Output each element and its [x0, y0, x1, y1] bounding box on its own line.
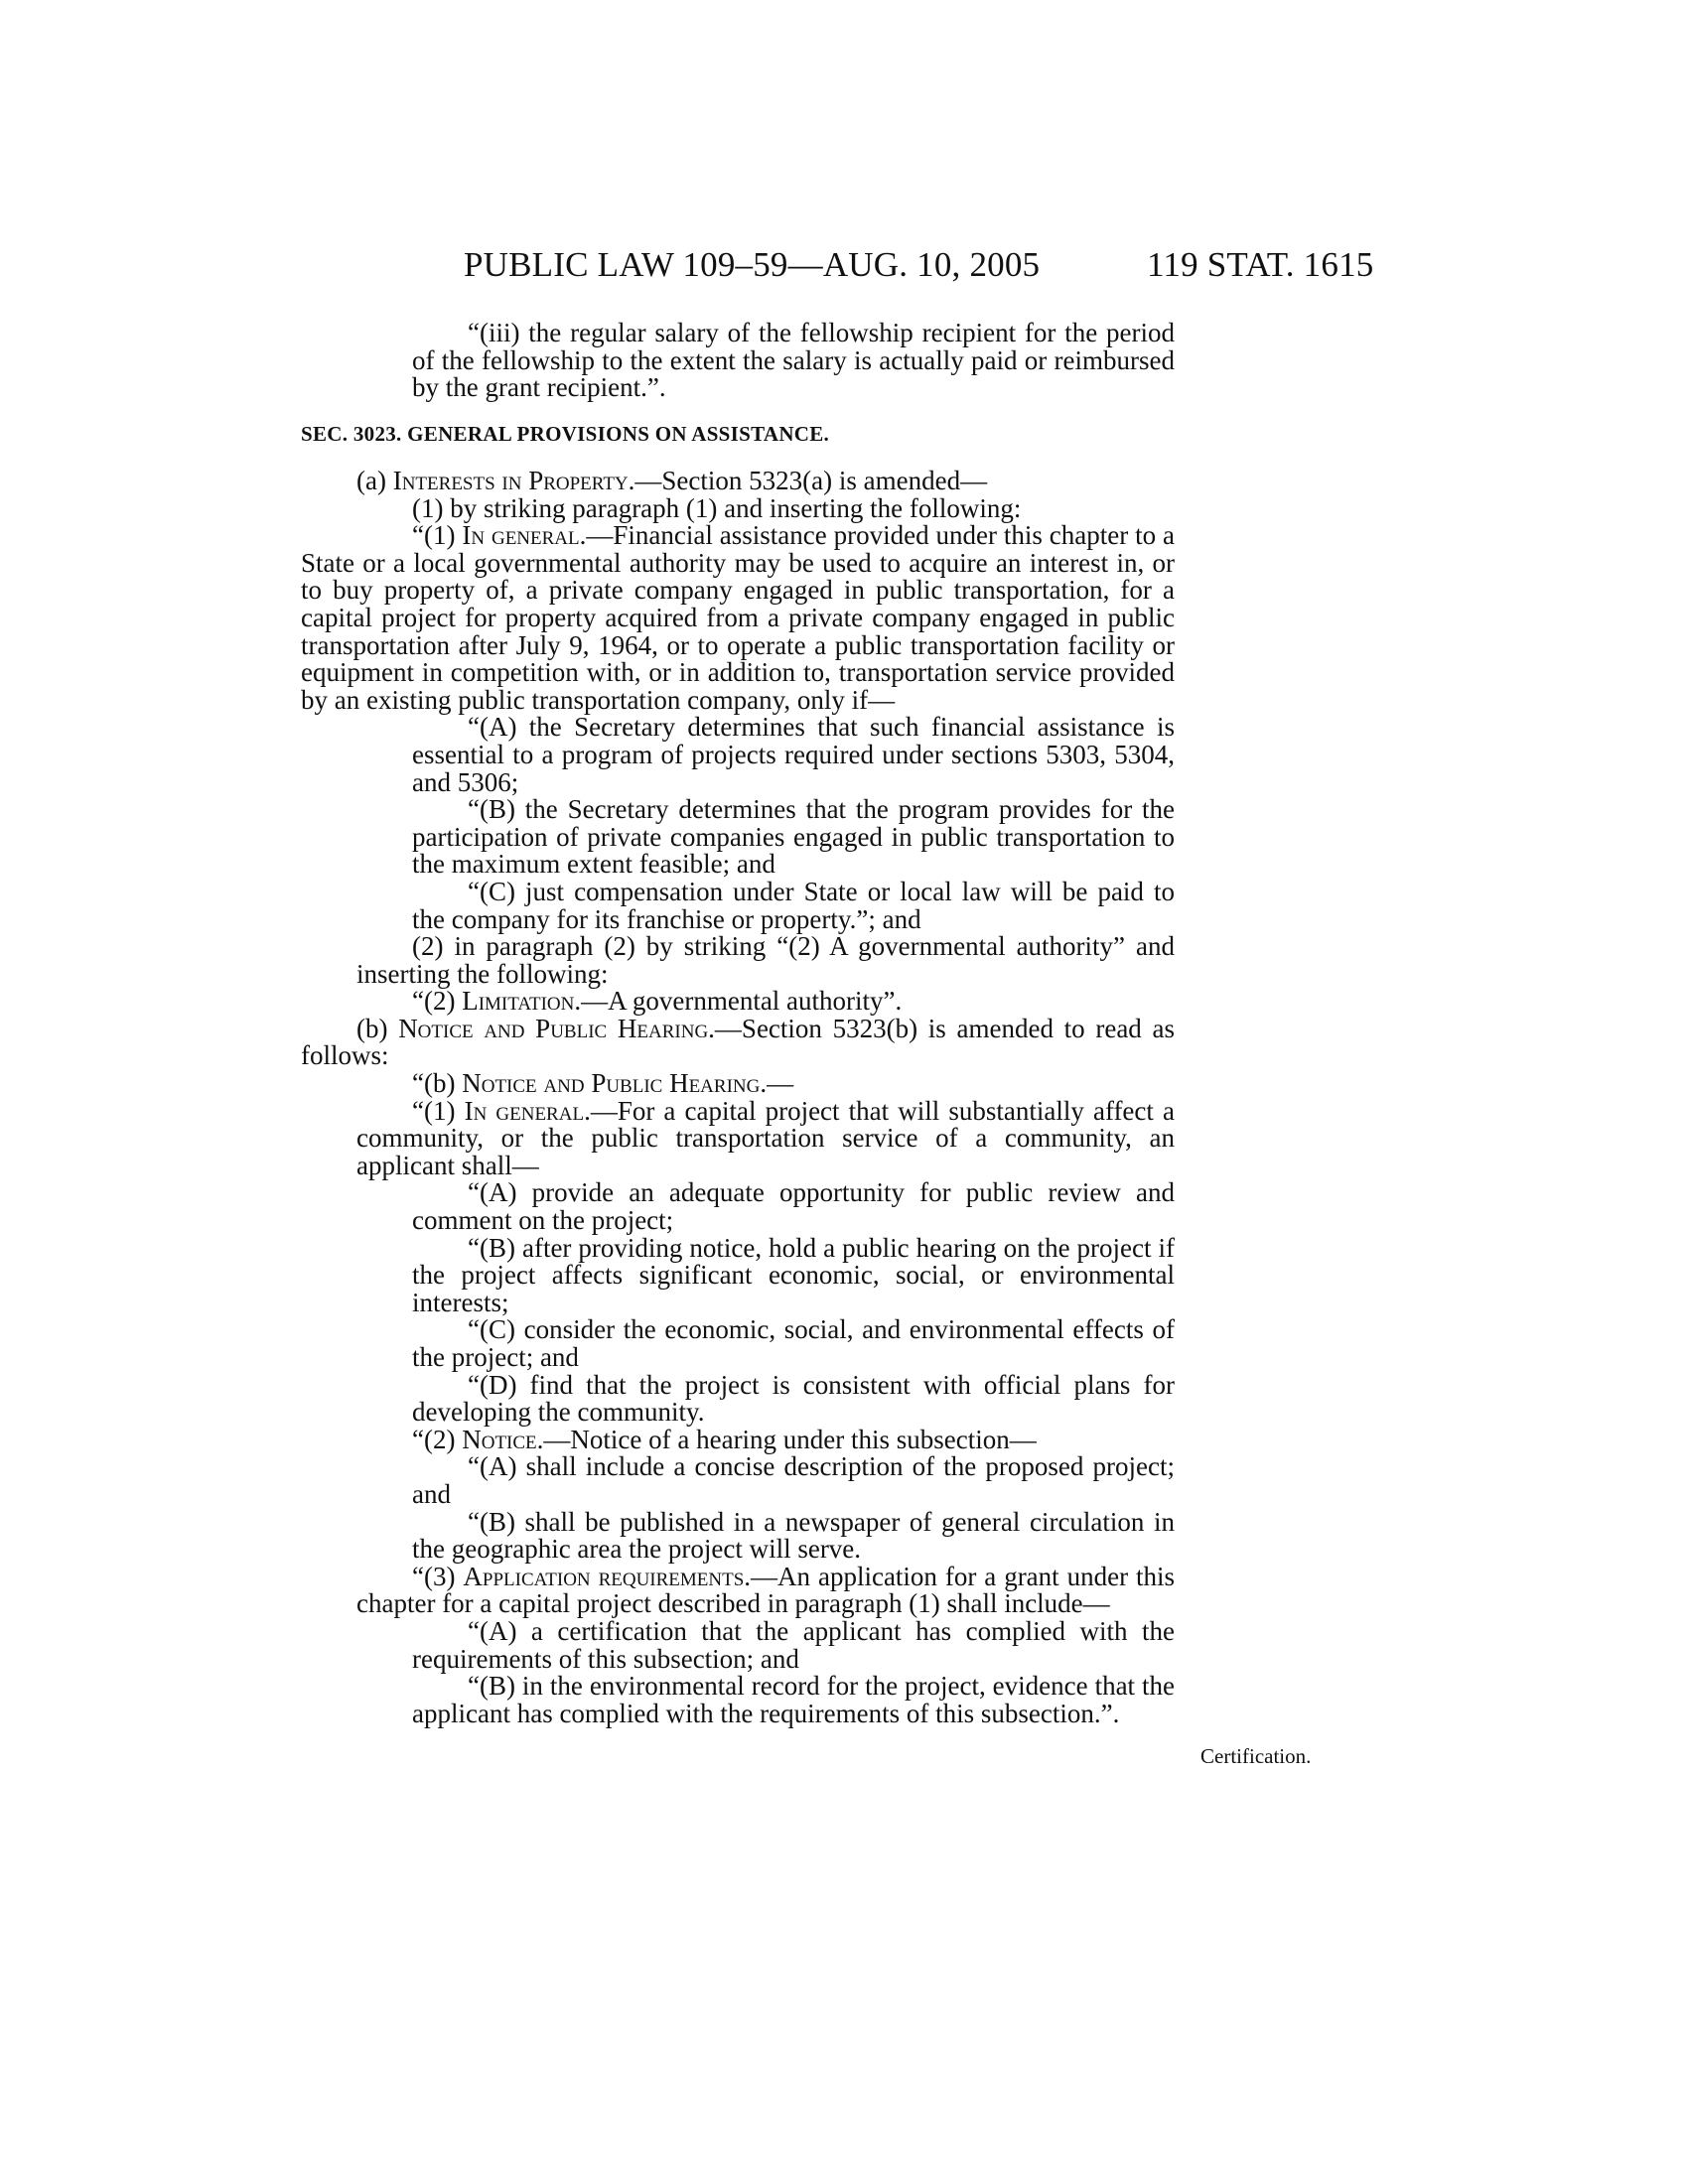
running-header-page-number: 119 STAT. 1615 [1147, 245, 1374, 284]
paragraph-b1-D: “(D) find that the project is consistent with official plans for developing the community. [412, 1369, 1175, 1428]
paragraph-b1: “(1) In general.—For a capital project that will substantially affect a community, or the public transportation service of a community, an applicant shall— [356, 1095, 1175, 1180]
paragraph-a1-B: “(B) the Secretary determines that the program provides for the participation of private companies engaged in public transportation to the maximum extent feasible; and [412, 794, 1175, 880]
running-header-left: PUBLIC LAW 109–59—AUG. 10, 2005 [464, 245, 1041, 284]
subsection-a-heading: Interests in Property [392, 466, 629, 495]
paragraph-a1-quoted: “(1) In general.—Financial assistance provided under this chapter to a State or a local governmental authority may be used to acquire an interest in, or to buy property of, a private company engaged in public transportation, for a capital project for property acquired from a private company engaged in public transportation after July 9, 1964, or to operate a public transportation facility or equipment in competition with, or in addition to, transportation service provided by an existing public transportation company, only if— [301, 520, 1175, 715]
paragraph-a1-C: “(C) just compensation under State or local law will be paid to the company for its franchise or property.”; and [412, 876, 1175, 934]
paragraph-b1-B: “(B) after providing notice, hold a public hearing on the project if the project affects significant economic, social, or environmental interests; [412, 1232, 1175, 1317]
paragraph-b2-B: “(B) shall be published in a newspaper of general circulation in the geographic area the project will serve. [412, 1506, 1175, 1565]
section-heading: SEC. 3023. GENERAL PROVISIONS ON ASSISTANCE. [301, 422, 830, 446]
subsection-b: (b) Notice and Public Hearing.—Section 5323(b) is amended to read as follows: [301, 1013, 1175, 1071]
subsection-a: (a) Interests in Property.—Section 5323(a) is amended— [356, 466, 988, 495]
paragraph-b2: “(2) Notice.—Notice of a hearing under this subsection— [412, 1424, 1037, 1454]
paragraph-b3-B: “(B) in the environmental record for the project, evidence that the applicant has complied with the requirements of this subsection.”. [412, 1671, 1175, 1728]
paragraph-b1-A: “(A) provide an adequate opportunity for public review and comment on the project; [412, 1177, 1175, 1236]
section-body [301, 468, 1175, 1727]
paragraph-b3-A: “(A) a certification that the applicant has complied with the requirements of this subsection; and [412, 1615, 1175, 1674]
paragraph-a2: (2) in paragraph (2) by striking “(2) A governmental authority” and inserting the following: [356, 931, 1175, 989]
paragraph-b3: “(3) Application requirements.—An application for a grant under this chapter for a capital project described in paragraph (1) shall include— [356, 1561, 1176, 1619]
continued-quotation [301, 320, 1175, 402]
paragraph-a1: (1) by striking paragraph (1) and inserting the following: [412, 492, 1022, 523]
paragraph-a1-A: “(A) the Secretary determines that such financial assistance is essential to a program of projects required under sections 5303, 5304, and 5306; [412, 712, 1175, 797]
margin-note: Certification. [1200, 1744, 1312, 1768]
paragraph-iii: “(iii) the regular salary of the fellowship recipient for the period of the fellowship to the extent the salary is actually paid or reimbursed by the grant recipient.”. [412, 318, 1175, 403]
paragraph-a2-quoted: “(2) Limitation.—A governmental authority”. [412, 986, 903, 1017]
paragraph-b2-A: “(A) shall include a concise description of the proposed project; and [412, 1451, 1175, 1509]
subsection-b-quoted: “(b) Notice and Public Hearing.— [412, 1068, 794, 1099]
paragraph-b1-C: “(C) consider the economic, social, and environmental effects of the project; and [412, 1314, 1175, 1372]
